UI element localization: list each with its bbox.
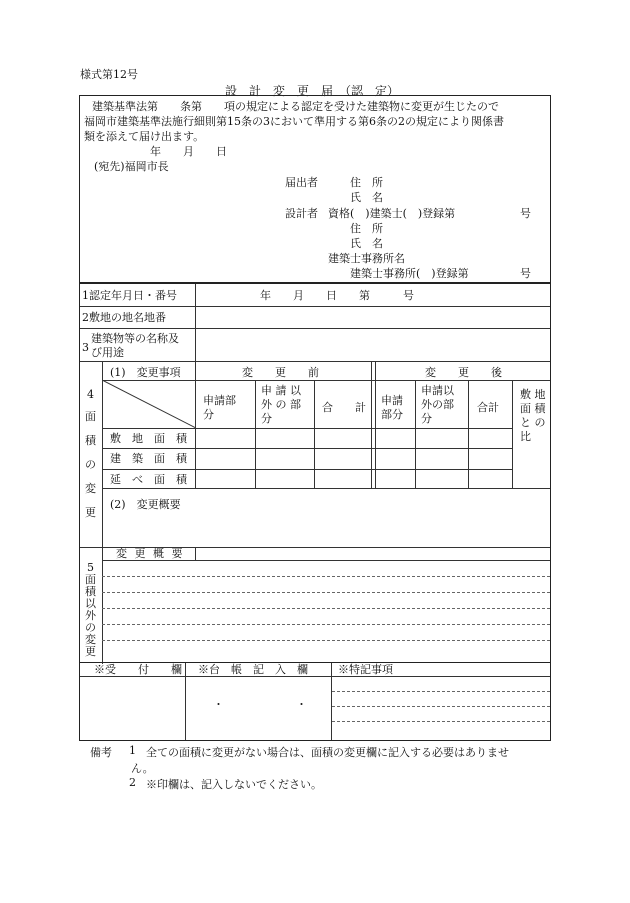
item-row-line-1 bbox=[102, 428, 512, 429]
row3-label-b: び用途 bbox=[91, 346, 124, 359]
before-header: 変 更 前 bbox=[242, 366, 319, 379]
addressee: (宛先)福岡市長 bbox=[94, 160, 169, 173]
sec5-side-4: 外 bbox=[85, 609, 96, 622]
footer-col-2 bbox=[331, 663, 332, 740]
ledger-header: ※台 帳 記 入 欄 bbox=[198, 663, 308, 676]
col-line-5 bbox=[415, 380, 416, 488]
sec5-header: 変 更 概 要 bbox=[116, 547, 185, 560]
ratio-3: と の bbox=[520, 416, 546, 429]
notes-label: 備考 bbox=[90, 746, 112, 759]
col-line-6 bbox=[468, 380, 469, 488]
notifier-label: 届出者 bbox=[285, 176, 318, 189]
sec4-side-hen: 変 bbox=[85, 482, 96, 495]
sec5-side-5b: の bbox=[85, 621, 96, 634]
col-line-2 bbox=[255, 380, 256, 488]
item-row-line-2 bbox=[102, 448, 512, 449]
after-header: 変 更 後 bbox=[425, 366, 502, 379]
other-part-after-3: 分 bbox=[421, 412, 432, 425]
note-2-number: 2 bbox=[129, 776, 136, 789]
sec5-header-end bbox=[195, 547, 196, 560]
footer-header-line bbox=[80, 676, 550, 677]
note-1-text-b: ん。 bbox=[131, 762, 154, 775]
note-1-number: 1 bbox=[129, 744, 136, 757]
sec5-side-1: 面 bbox=[85, 573, 96, 586]
special-dashed-3 bbox=[332, 721, 550, 722]
ledger-dot-2: ・ bbox=[296, 698, 307, 711]
sec4-side-no: の bbox=[85, 458, 96, 471]
row2-divider bbox=[80, 328, 550, 329]
sec5-dashed-4 bbox=[102, 624, 550, 625]
col-line-3 bbox=[314, 380, 315, 488]
row1-divider bbox=[80, 306, 550, 307]
intro-date: 年 月 日 bbox=[150, 145, 227, 158]
note-2-text: ※印欄は、記入しないでください。 bbox=[146, 778, 322, 791]
note-1-text-a: 全ての面積に変更がない場合は、面積の変更欄に記入する必要はありませ bbox=[146, 746, 509, 759]
item-site-area: 敷 地 面 積 bbox=[110, 432, 187, 445]
footer-table bbox=[79, 662, 551, 741]
ratio-1: 敷 地 bbox=[520, 388, 546, 401]
label-col-line bbox=[195, 284, 196, 361]
reception-header: ※受 付 欄 bbox=[94, 663, 182, 676]
intro-line-1: 建築基準法第 条第 項の規定による認定を受けた建築物に変更が生じたので bbox=[92, 100, 499, 113]
designer-address: 住 所 bbox=[350, 222, 383, 235]
sec5-side-3: 以 bbox=[85, 597, 96, 610]
sec4-side-4: 4 bbox=[87, 388, 94, 401]
designer-number-suffix: 号 bbox=[520, 207, 531, 220]
row1-value: 年 月 日 第 号 bbox=[260, 289, 414, 302]
office-name: 建築士事務所名 bbox=[328, 252, 405, 265]
col-line-7 bbox=[512, 380, 513, 488]
office-number-suffix: 号 bbox=[520, 267, 531, 280]
apply-part-after-1: 申請 bbox=[381, 394, 403, 407]
designer-name: 氏 名 bbox=[350, 237, 383, 250]
other-part-2: 外 の 部 bbox=[261, 398, 301, 411]
notifier-name: 氏 名 bbox=[350, 191, 383, 204]
other-part-after-2: 外の部 bbox=[421, 398, 454, 411]
sec4-side-kou: 更 bbox=[85, 506, 96, 519]
diagonal-line bbox=[102, 380, 196, 428]
main-table bbox=[79, 283, 551, 663]
sec5-dashed-5 bbox=[102, 640, 550, 641]
sec5-dashed-1 bbox=[102, 576, 550, 577]
sec5-side-6: 変 bbox=[85, 633, 96, 646]
apply-part-2: 分 bbox=[203, 408, 214, 421]
other-part-after-1: 申請以 bbox=[421, 384, 454, 397]
sec4-side-men: 面 bbox=[85, 410, 96, 423]
intro-line-2: 福岡市建築基準法施行細則第15条の3において準用する第6条の2の規定により関係書 bbox=[84, 115, 504, 128]
sec5-header-line bbox=[102, 560, 550, 561]
form-title: 設 計 変 更 届 （認 定） bbox=[225, 84, 400, 98]
declaration-box bbox=[79, 95, 551, 283]
ledger-dot-1: ・ bbox=[213, 698, 224, 711]
office-registration: 建築士事務所( )登録第 bbox=[350, 267, 469, 280]
item-total-floor-area: 延 べ 面 積 bbox=[110, 473, 187, 486]
sec5-dashed-2 bbox=[102, 592, 550, 593]
sec4-side-seki: 積 bbox=[85, 434, 96, 447]
special-dashed-2 bbox=[332, 706, 550, 707]
sec5-side-line bbox=[102, 547, 103, 664]
intro-line-3: 類を添えて届け出ます。 bbox=[84, 130, 205, 143]
sec5-side-2: 積 bbox=[85, 585, 96, 598]
total-after: 合計 bbox=[477, 401, 499, 414]
total-before: 合 計 bbox=[322, 401, 366, 414]
overview-label: (2) 変更概要 bbox=[110, 498, 181, 511]
sec5-dashed-3 bbox=[102, 608, 550, 609]
sec5-side-5: 5 bbox=[87, 561, 94, 574]
ratio-2: 面 積 bbox=[520, 402, 546, 415]
other-part-1: 申 請 以 bbox=[261, 384, 301, 397]
item-building-area: 建 築 面 積 bbox=[110, 452, 187, 465]
designer-qualification: 資格( )建築士( )登録第 bbox=[328, 207, 456, 220]
designer-label: 設計者 bbox=[285, 207, 318, 220]
item-row-line-4 bbox=[102, 488, 550, 489]
special-header: ※特記事項 bbox=[338, 663, 393, 676]
other-part-3: 分 bbox=[261, 412, 272, 425]
row1-label: 1認定年月日・番号 bbox=[82, 289, 177, 302]
item-header: (1) 変更事項 bbox=[110, 366, 181, 379]
apply-part-1: 申請部 bbox=[203, 394, 236, 407]
notifier-address: 住 所 bbox=[350, 176, 383, 189]
footer-col-1 bbox=[185, 663, 186, 740]
apply-part-after-2: 部分 bbox=[381, 408, 403, 421]
special-dashed-1 bbox=[332, 691, 550, 692]
row3-label-a: 建築物等の名称及 bbox=[91, 332, 179, 345]
row3-num: 3 bbox=[82, 341, 89, 354]
form-number: 様式第12号 bbox=[80, 68, 138, 81]
ratio-4: 比 bbox=[520, 430, 531, 443]
sec5-side-7: 更 bbox=[85, 645, 96, 658]
row3-divider bbox=[80, 361, 550, 362]
row2-label: 2敷地の地名地番 bbox=[82, 311, 166, 324]
item-row-line-3 bbox=[102, 469, 512, 470]
